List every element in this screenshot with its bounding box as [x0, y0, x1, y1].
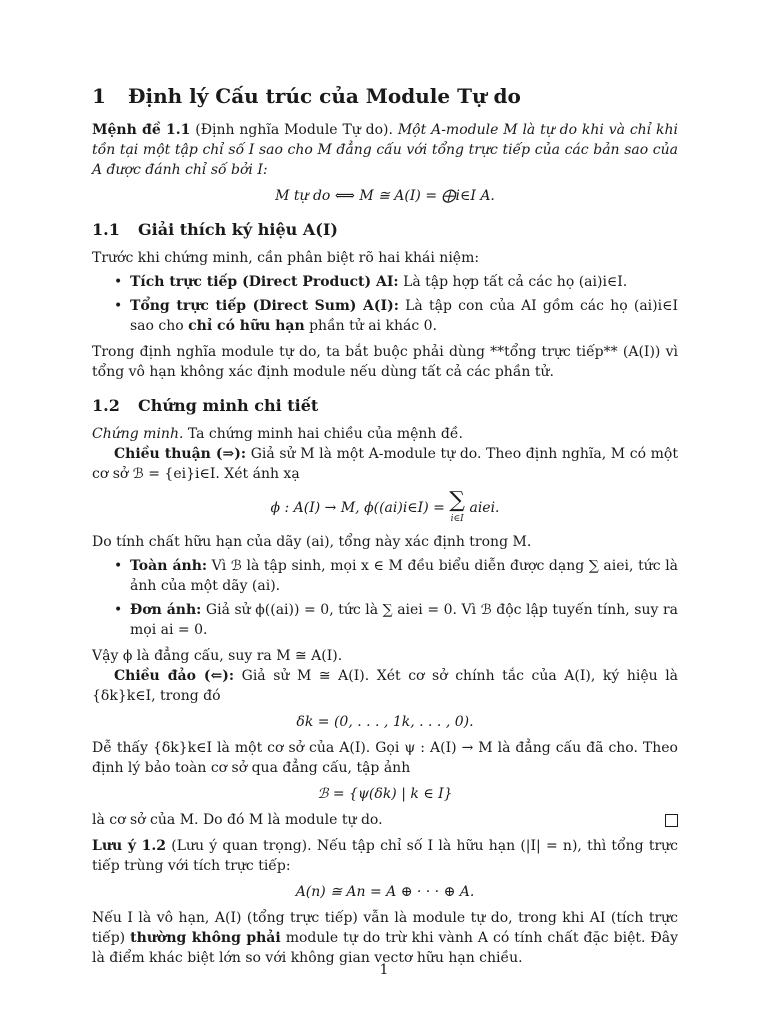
sum-bold: chỉ có hữu hạn: [188, 318, 305, 334]
surjective-text: Vì ℬ là tập sinh, mọi x ∈ M đều biểu diễn được dạng ∑ aiei, tức là ảnh của một dãy (ai).: [130, 558, 679, 594]
delta-formula: δk = (0, . . . , 1k, . . . , 0).: [296, 714, 474, 730]
backward-label: Chiều đảo (⇐):: [114, 668, 235, 684]
concept-list: [92, 272, 678, 336]
final-text-b: module tự do trừ khi vành A có tính chất đặc biệt. Đây là điểm khác biệt lớn so với không gian vectơ hữu hạn chiều.: [92, 930, 679, 966]
sub1-intro: Trước khi chứng minh, cần phân biệt rõ hai khái niệm:: [92, 250, 480, 266]
proposition: [92, 120, 678, 180]
prop-body: Một A-module M là tự do khi và chỉ khi tồn tại một tập chỉ số I sao cho M đẳng cấu với tổng trực tiếp của các bản sao của A được đánh chỉ số bởi I:: [92, 122, 679, 178]
product-label: Tích trực tiếp (Direct Product) AI:: [130, 274, 399, 290]
qed-icon: [665, 814, 678, 827]
sub1-note: Trong định nghĩa module tự do, ta bắt buộc phải dùng **tổng trực tiếp** (A(I)) vì tổng vô hạn không xác định module nếu dùng tất cả các phần tử.: [92, 344, 678, 380]
proof-list: [92, 556, 678, 640]
proof-intro: [92, 424, 678, 444]
subsection-1-number: 1.1: [92, 220, 120, 239]
final-bold: thường không phải: [130, 930, 281, 946]
section-title: Định lý Cấu trúc của Module Tự do: [128, 84, 521, 108]
page-number: 1: [379, 962, 389, 978]
backward-text: Giả sử M ≅ A(I). Xét cơ sở chính tắc của A(I), ký hiệu là {δk}k∈I, trong đó: [92, 668, 679, 704]
list-item-sum: [130, 296, 678, 336]
sum-tail: phần tử ai khác 0.: [309, 318, 437, 334]
subsection-2-title: Chứng minh chi tiết: [138, 396, 319, 415]
injective-label: Đơn ánh:: [130, 602, 202, 618]
finite-note: Do tính chất hữu hạn của dãy (ai), tổng này xác định trong M.: [92, 534, 532, 550]
injective-text: Giả sử ϕ((ai)) = 0, tức là ∑ aiei = 0. Vì ℬ độc lập tuyến tính, suy ra mọi ai = 0.: [130, 602, 678, 638]
section-heading: [92, 86, 678, 106]
subsection-1-title: Giải thích ký hiệu A(I): [138, 220, 338, 239]
remark-formula: A(n) ≅ An = A ⊕ · · · ⊕ A.: [295, 884, 475, 900]
map-formula-text: ϕ : A(I) → M, ϕ((ai)i∈I) =: [270, 500, 445, 516]
map-formula: [92, 490, 678, 526]
forward-label: Chiều thuận (⇒):: [114, 446, 247, 462]
document-page: [92, 86, 678, 968]
final-paragraph: [92, 908, 678, 968]
basis-text: Dễ thấy {δk}k∈I là một cơ sở của A(I). Gọi ψ : A(I) → M là đẳng cấu đã cho. Theo định lý bảo toàn cơ sở qua đẳng cấu, tập ảnh: [92, 740, 678, 776]
proof-label: Chứng minh.: [92, 426, 184, 442]
forward-direction: [92, 444, 678, 484]
remark-label: Lưu ý 1.2: [92, 838, 166, 854]
surjective-label: Toàn ánh:: [130, 558, 208, 574]
image-set-formula: ℬ = {ψ(δk) | k ∈ I}: [317, 786, 453, 802]
product-text: Là tập hợp tất cả các họ (ai)i∈I.: [403, 274, 628, 290]
prop-name: (Định nghĩa Module Tự do).: [195, 122, 393, 138]
conclusion: [92, 810, 678, 830]
sum-label: Tổng trực tiếp (Direct Sum) A(I):: [130, 298, 399, 314]
list-item-injective: [130, 600, 678, 640]
prop-label: Mệnh đề 1.1: [92, 122, 191, 138]
section-number: 1: [92, 84, 106, 108]
map-formula-tail: aiei.: [469, 500, 500, 516]
conclusion-text: là cơ sở của M. Do đó M là module tự do.: [92, 812, 383, 828]
sum-symbol: ∑ i∈I: [449, 488, 466, 524]
subsection-1-heading: [92, 220, 678, 240]
backward-direction: [92, 666, 678, 706]
sum-text: Là tập con của AI gồm các họ (ai)i∈I sao cho: [130, 298, 678, 334]
list-item-product: [130, 272, 678, 292]
remark: [92, 836, 678, 876]
subsection-2-number: 1.2: [92, 396, 120, 415]
prop-formula: M tự do ⟺ M ≅ A(I) = ⨁i∈I A.: [275, 188, 495, 204]
forward-text: Giả sử M là một A-module tự do. Theo định nghĩa, M có một cơ sở ℬ = {ei}i∈I. Xét ánh xạ: [92, 446, 678, 482]
list-item-surjective: [130, 556, 678, 596]
remark-text: Nếu tập chỉ số I là hữu hạn (|I| = n), thì tổng trực tiếp trùng với tích trực tiếp:: [92, 838, 679, 874]
final-text-a: Nếu I là vô hạn, A(I) (tổng trực tiếp) vẫn là module tự do, trong khi AI (tích trực tiếp): [92, 910, 678, 946]
proof-intro-text: Ta chứng minh hai chiều của mệnh đề.: [187, 426, 463, 442]
iso-statement: Vậy ϕ là đẳng cấu, suy ra M ≅ A(I).: [92, 648, 343, 664]
remark-name: (Lưu ý quan trọng).: [171, 838, 312, 854]
subsection-2-heading: [92, 396, 678, 416]
